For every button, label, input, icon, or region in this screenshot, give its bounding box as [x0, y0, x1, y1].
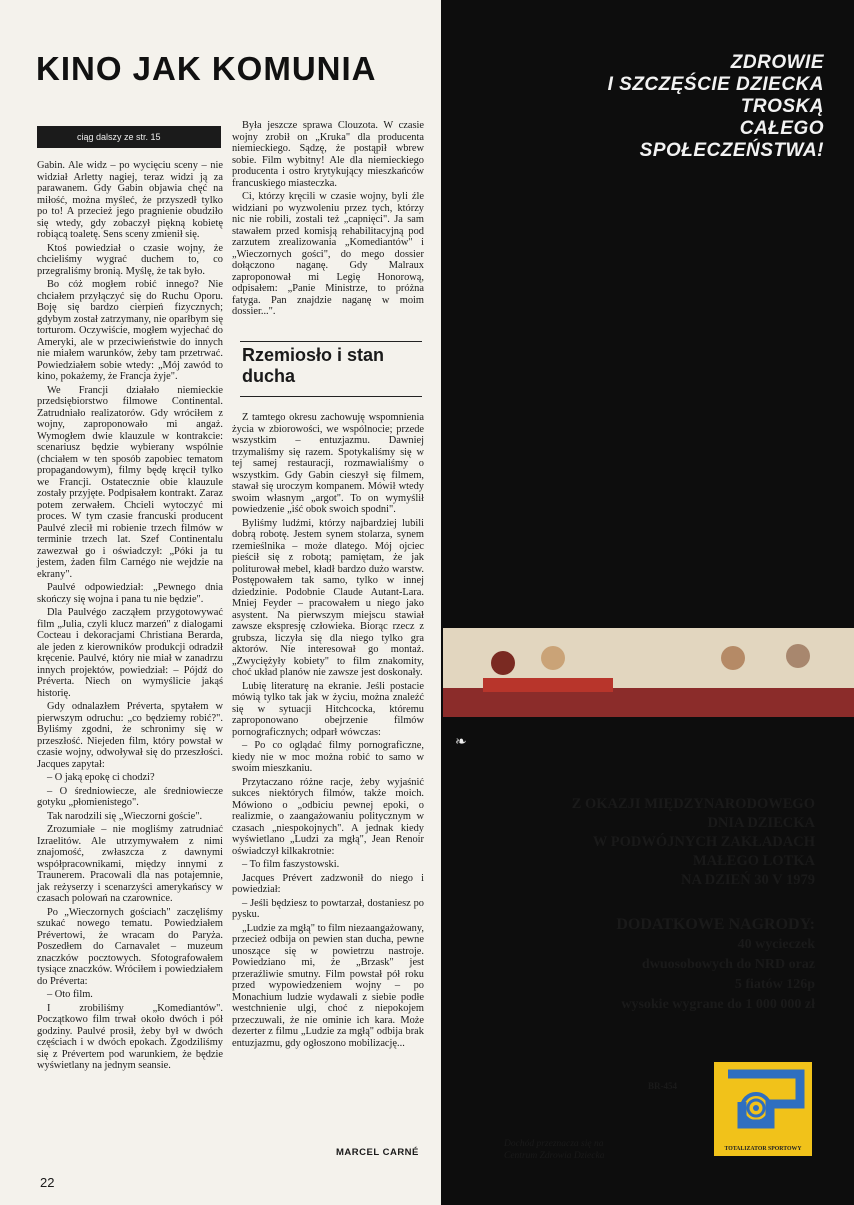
spiral-logo-icon [714, 1062, 812, 1142]
logo-label: TOTALIZATOR SPORTOWY [724, 1146, 802, 1152]
prize-line: dwuosobowych do NRD oraz [641, 957, 815, 972]
prize-line: wysokie wygrane do 1 000 000 zł [621, 997, 815, 1012]
promo-line: NA DZIEŃ 30 V 1979 [680, 872, 815, 888]
ad-footnote [504, 1138, 604, 1162]
promo-line: Z OKAZJI MIĘDZYNARODOWEGO [571, 796, 815, 812]
paragraph: – Po co oglądać filmy pornograficzne, kiedy nie w moc można robić to samo w swoim mieszkaniu. [232, 740, 424, 774]
headline-line: SPOŁECZEŃSTWA! [639, 140, 824, 161]
dove-icon: ❧ [455, 735, 467, 750]
page-number: 22 [40, 1175, 55, 1190]
paragraph: Po „Wieczornych gościach" zaczęliśmy szukać nowego tematu. Powiedziałem Prévertowi, że wracam do Paryża. Poszedłem do Carnavalet – muzeum znaczków pocztowych. Sfotografowałem tysiące znaczków. Wróciłem i powiedziałem do Préverta: [37, 906, 223, 987]
paragraph: Bo cóż mogłem robić innego? Nie chciałem przyłączyć się do Ruchu Oporu. Boję się bardzo cierpień fizycznych; gdybym został zatrzymany, nie oparłbym się torturom. Oczywiście, mogłem wyjechać do Ameryki, ale w przeciwieństwie do innych nie miałem warunków, żeby tam przetrwać. Powiedziałem sobie wtedy: „Mój zawód to kino, pokażemy, że Francja żyje". [37, 279, 223, 382]
article-column-2-top [232, 120, 424, 320]
promo-line: W PODWÓJNYCH ZAKŁADACH [592, 834, 815, 850]
advertisement-panel [441, 0, 854, 1205]
ad-code: BR-454 [648, 1081, 677, 1091]
article-column-1 [37, 160, 223, 1074]
paragraph: Ci, którzy kręcili w czasie wojny, byli źle widziani po wyzwoleniu przez tych, którzy nic nie robili, zostali też „capnięci". Ja sam stawałem przed komisją rehabilitacyjną pod zarzutem zrealizowania „Komediantów" i „Wieczornych gości", do mego dossier dołączono naganę. Gdy Malraux zaproponował mi Legię Honorową, odpisałem: „Panie Ministrze, to próżna fatyga. Pan znajdzie naganę w moim dossier...". [232, 191, 424, 317]
paragraph: Zrozumiałe – nie mogliśmy zatrudniać Izraelitów. Ale utrzymywałem z nimi znajomość, zwłaszcza z dawnymi współpracownikami, między innymi z Traunerem. Pracowali dla nas potajemnie, jak reżyserzy i scenarzyści amerykańscy w czasach polowań na czarownice. [37, 824, 223, 904]
author-signature: MARCEL CARNÉ [336, 1147, 419, 1158]
paragraph: Lubię literaturę na ekranie. Jeśli postacie mówią tylko tak jak w życiu, można znaleźć się w sytuacji Hitchcocka, któremu zaproponowano obejrzenie filmów pornograficznych; odparł wówczas: [232, 680, 424, 738]
paragraph: Dla Paulvégo zacząłem przygotowywać film „Julia, czyli klucz marzeń" z dialogami Cocteau i dekoracjami Christiana Berarda, ale jeden z kierowników produkcji odradził kręcenie. Paulvé, który nie miał w zanadrzu innych projektów, powiedział: – Pójdź do Préverta. Niech on wymyślicie jakąś historię. [37, 607, 223, 699]
paragraph: Byliśmy ludźmi, którzy najbardziej lubili dobrą robotę. Jestem synem stolarza, synem rzemieślnika – może dlatego. Mój ojciec pieścił się z robotą; pamiętam, że jak politurował mebel, kładł bardzo dużo warstw. Postępowałem tak samo, tylko w innej dziedzinie. Podobnie Claude Autant-Lara. Mniej Feyder – pracowałem u niego jako asystent. Na pierwszym miejscu stawiał zawsze ekspresję człowieka. Biorąc rzecz z grubsza, liczyła się dla niego tylko gra aktorów. Nie interesował go montaż. „Zwyciężyły kobiety" to film znakomity, choć układ planów nie zawsze jest doskonały. [232, 517, 424, 678]
paragraph: I zrobiliśmy „Komediantów". Początkowo film trwał około dwóch i pół godziny. Paulvé prosił, żeby był w dwóch częściach i w dwóch epokach. Zgodziliśmy się z Prévertem pod warunkiem, że będzie wyświetlany na jednym seansie. [37, 1002, 223, 1071]
kindergarten-scene [443, 628, 854, 717]
paragraph: – O jaką epokę ci chodzi? [47, 772, 155, 783]
paragraph: Ktoś powiedział o czasie wojny, że chcieliśmy wygrać duchem to, co przegraliśmy bronią. Myślę, że tak było. [37, 242, 223, 277]
promo-line: DNIA DZIECKA [707, 815, 815, 831]
article-column-2-bottom [232, 412, 424, 1051]
section-heading: Rzemiosło i stan ducha [242, 345, 385, 386]
footnote-line: Dochód przeznacza się na [504, 1139, 604, 1149]
prizes-heading: DODATKOWE NAGRODY: [616, 916, 815, 933]
paragraph: – Jeśli będziesz to powtarzał, dostaniesz po pysku. [232, 897, 424, 920]
ad-prizes [470, 915, 815, 1015]
headline-line: I SZCZĘŚCIE DZIECKA [607, 74, 824, 95]
ad-headline [608, 52, 824, 162]
paragraph: Tak narodzili się „Wieczorni goście". [47, 810, 203, 822]
paragraph: Była jeszcze sprawa Clouzota. W czasie wojny zrobił on „Kruka" dla producenta niemieckiego. Sądzę, że postąpił wbrew sobie. Film wybitny! Ale dla niemieckiego producenta i ostro krytykujący mieszkańców francuskiego miasteczka. [232, 120, 424, 189]
footnote-line: Centrum Zdrowia Dziecka [504, 1151, 605, 1161]
paragraph: We Francji działało niemieckie przedsiębiorstwo filmowe Continental. Zatrudniało realizatorów. Gdy wróciłem z wojny, zaproponowało mi angaż. Wymogłem dwie klauzule w kontrakcie: scenariusz będzie wybierany wspólnie (chciałem w ten sposób zapobiec tematom propagandowym), filmy będę kręcił tylko we Francji. Ostatecznie obie klauzule zostały przyjęte. Podpisałem kontrakt. Zaraz potem zerwałem. Chcieli wytoczyć mi proces. W tym czasie francuski producent Paulvé zlecił mi robienie trzech filmów w terminie trzech lat. Szef Continentalu zawezwał go i oświadczył: „Póki ja tu jestem, żaden film Carnégo nie wejdzie na ekrany". [37, 384, 223, 580]
continued-banner: ciąg dalszy ze str. 15 [37, 126, 221, 148]
ad-promo-text [470, 795, 815, 890]
paragraph: – To film faszystowski. [242, 859, 340, 870]
article-title: KINO JAK KOMUNIA [36, 50, 377, 87]
paragraph: – Oto film. [47, 989, 93, 1000]
paragraph: – O średniowiecze, ale średniowiecze gotyku „płomienistego". [37, 785, 223, 808]
prize-line: 5 fiatów 126p [734, 977, 815, 992]
promo-line: MAŁEGO LOTKA [692, 853, 815, 869]
paragraph: Gdy odnalazłem Préverta, spytałem w pierwszym odruchu: „co będziemy robić?". Byliśmy zgodni, że schronimy się w przeszłość. Niejeden film, który powstał w czasie wojny, odwoływał się do przeszłości. Jacques zapytał: [37, 701, 223, 770]
headline-line: TROSKĄ [740, 96, 824, 117]
headline-line: CAŁEGO [739, 118, 824, 139]
headline-line: ZDROWIE [730, 52, 824, 73]
prize-line: 40 wycieczek [737, 937, 815, 952]
section-divider [240, 396, 422, 397]
paragraph: Z tamtego okresu zachowuję wspomnienia życia w zbiorowości, we wspólnocie; przede wszystkim – entuzjazmu. Dawniej trzymaliśmy się razem. Spotykaliśmy się w tej samej restauracji, rozmawialiśmy o wszystkim. Gdy Gabin cieszył się filmem, stawał się uroczym kompanem. Mówił wtedy swoim własnym „argot". To on wymyślił powiedzenie „iść obok swoich spodni". [232, 412, 424, 515]
paragraph: Paulvé odpowiedział: „Pewnego dnia skończy się wojna i pana tu nie będzie". [37, 582, 223, 605]
totalizator-logo [714, 1062, 812, 1156]
paragraph: Jacques Prévert zadzwonił do niego i powiedział: [232, 872, 424, 895]
paragraph: Gabin. Ale widz – po wycięciu sceny – nie widział Arletty nagiej, teraz widzi ją za parawanem. Gdy Gabin objawia chęć na miłość, można myśleć, że przyszedł tylko po to! A przecież jego pragnienie obudziło się wtedy, gdy zobaczył piękną kobietę robiącą toaletę. Sens sceny zmienił się. [37, 160, 223, 240]
paragraph: Przytaczano różne racje, żeby wyjaśnić sukces niektórych filmów, także moich. Mówiono o „odbiciu pewnej epoki, o realizmie, o zaangażowaniu politycznym w czasach „niespokojnych". A jednak kiedy wyświetlano „Ludzi za mgłą", Jean Renoir oświadczył kilkakrotnie: [232, 776, 424, 857]
section-divider [240, 341, 422, 342]
paragraph: „Ludzie za mgłą" to film niezaangażowany, przecież odbija on pewien stan ducha, pewne unoszące się w powietrzu nastroje. Powiedziano mi, że „Brzask" jest przeraźliwie smutny. Film powstał pół roku przed wypowiedzeniem wojny – po Monachium ludzie wydawali z siebie podłe westchnienie ulgi, choć z niepokojem przeczuwali, że nie ominie ich kara. Może dezerter z filmu „Ludzie za mgłą" odbija brak entuzjazmu, gdy ogłoszono mobilizację... [232, 922, 424, 1049]
